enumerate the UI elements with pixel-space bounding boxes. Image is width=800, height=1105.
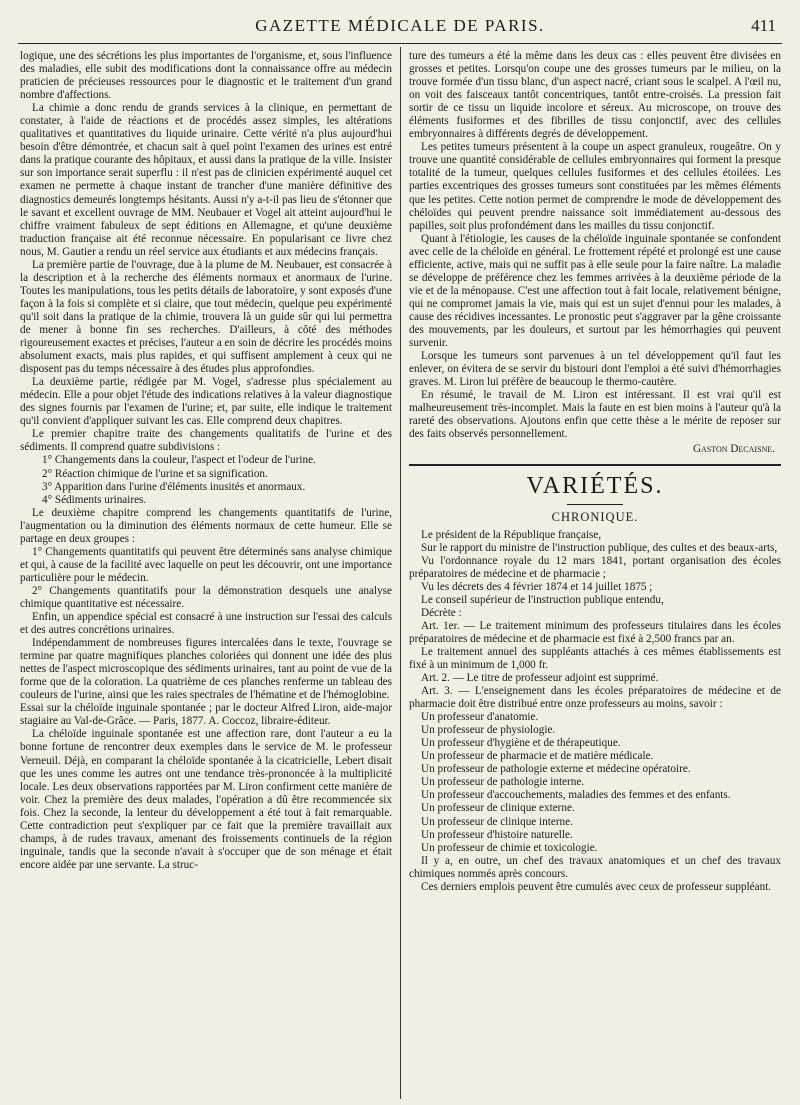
paragraph: ture des tumeurs a été la même dans les deux cas : elles peuvent être divisées en grosses et petites. Lorsqu'on coupe une des grosses tumeurs par le milieu, on la trouve formée d'un tissu blanc, d'un aspect nacré, criant sous le scalpel. A l'œil nu, on voit des faisceaux tantôt concentriques, tantôt entre-croisés. La pression fait sortir de ce tissu un liquide incolore et séreux. Au microscope, on trouve des éléments fusiformes et des fibrilles de tissu conjonctif, avec des cellules embryonnaires à différents degrés de développement.: [409, 50, 781, 141]
professor-item: Un professeur de physiologie.: [421, 724, 556, 737]
paragraph: Le premier chapitre traite des changements qualitatifs de l'urine et des sédiments. Il comprend quatre subdivisions :: [20, 428, 392, 454]
decree-line: Le conseil supérieur de l'instruction publique entendu,: [421, 593, 664, 606]
list-item: 1° Changements dans la couleur, l'aspect et l'odeur de l'urine.: [42, 454, 316, 467]
professor-item: Un professeur de clinique interne.: [421, 815, 573, 828]
title-rule: [567, 504, 623, 505]
author-signature: Gaston Decaisne.: [692, 443, 775, 456]
professor-item: Un professeur d'anatomie.: [421, 711, 539, 724]
decree-line: Vu l'ordonnance royale du 12 mars 1841, portant organisation des écoles préparatoires de médecine et de pharmacie ;: [409, 554, 781, 580]
section-divider: [409, 464, 781, 466]
right-column: [409, 50, 781, 1098]
paragraph: Le deuxième chapitre comprend les changements quantitatifs de l'urine, l'augmentation ou la diminution des éléments normaux de cette humeur. Elle se partage en deux groupes :: [20, 506, 392, 545]
list-item: 2° Changements quantitatifs pour la démonstration desquels une analyse chimique quantitative est nécessaire.: [20, 584, 392, 610]
list-item: 3° Apparition dans l'urine d'éléments inusités et anormaux.: [42, 480, 306, 493]
column-divider: [400, 47, 401, 1099]
subsection-title: CHRONIQUE.: [551, 510, 639, 525]
list-item: 4° Sédiments urinaires.: [42, 493, 147, 506]
decree-line: Sur le rapport du ministre de l'instruction publique, des cultes et des beaux-arts,: [421, 541, 778, 554]
decrete-heading: Décrète :: [421, 606, 462, 619]
professor-item: Un professeur de pathologie externe et médecine opératoire.: [421, 763, 691, 776]
decree-line: Vu les décrets des 4 février 1874 et 14 juillet 1875 ;: [421, 580, 653, 593]
paragraph: La chimie a donc rendu de grands services à la clinique, en permettant de constater, à l'aide de réactions et de procédés assez simples, les altérations qualitatives et quantitatives du liquide urinaire. Cette vérité n'a plus aujourd'hui besoin d'être démontrée, et chacun sait à quel point l'examen des urines est entré dans la pratique courante des hôpitaux, et aussi dans la pratique de la ville. Insister sur son importance serait superflu : il n'est pas de clinicien expérimenté auquel cet examen ne permette à chaque instant de trancher d'une manière définitive des diagnostics demeurés longtemps hésitants. Aussi n'y a-t-il pas lieu de s'étonner que le savant et excellent ouvrage de MM. Neubauer et Vogel ait atteint aujourd'hui le chiffre vraiment fabuleux de sept éditions en Allemagne, et qu'une deuxième traduction française ait été reconnue nécessaire. En popularisant ce livre chez nous, M. Gautier a rendu un réel service aux étudiants et aux médecins français.: [20, 102, 392, 258]
professor-item: Un professeur de pharmacie et de matière médicale.: [421, 750, 654, 763]
paragraph: Quant à l'étiologie, les causes de la chéloïde inguinale spontanée se confondent avec celle de la chéloïde en général. Le frottement répété et prolongé est une cause efficiente, active, mais qui ne suffit pas à elle seule pour la faire naître. La maladie se développe de préférence chez les femmes arrivées à la deuxième période de la vie et de la ménopause. C'est une affection tout à fait locale, relativement bénigne, qui ne compromet jamais la vie, mais qui est un sujet d'ennui pour les malades, à cause des récidives incessantes. Le pronostic peut s'aggraver par la gêne croissante des mouvements, par les douleurs, et surtout par les hémorrhagies qui peuvent survenir.: [409, 232, 781, 350]
paragraph: Ces derniers emplois peuvent être cumulés avec ceux de professeur suppléant.: [421, 880, 772, 893]
professor-item: Un professeur de pathologie interne.: [421, 776, 585, 789]
article: Art. 1er. — Le traitement minimum des professeurs titulaires dans les écoles préparatoires de médecine et de pharmacie est fixé à 2,500 francs par an.: [409, 619, 781, 645]
header-rule: [18, 43, 782, 44]
article: Art. 2. — Le titre de professeur adjoint est supprimé.: [421, 672, 659, 685]
paragraph: La première partie de l'ouvrage, due à la plume de M. Neubauer, est consacrée à la description et à la recherche des éléments normaux et anormaux de l'urine. Toutes les manipulations, tous les petits détails de laboratoire, y sont exposés d'une façon à la fois si complète et si claire, que tout médecin, quelque peu expérimenté qu'il soit dans la pratique de la chimie, trouvera là un guide sûr qui lui permettra de mener à bonne fin ses recherches. D'ailleurs, à côté des méthodes rigoureusement exactes et précises, l'auteur a en soin de décrire les procédés moins absolument exacts, mais plus rapides, et qui suffisent amplement à ceux qui ne disposent pas du temps nécessaire à des études plus approfondies.: [20, 258, 392, 376]
page-header: [18, 10, 782, 42]
article: Art. 3. — L'enseignement dans les écoles préparatoires de médecine et de pharmacie doit être distribué entre onze professeurs au moins, savoir :: [409, 685, 781, 711]
section-title: VARIÉTÉS.: [526, 473, 664, 500]
paragraph: Les petites tumeurs présentent à la coupe un aspect granuleux, rougeâtre. On y trouve une quantité considérable de cellules embryonnaires qui forment la presque totalité de la tumeur, quelques cellules fusiformes et des cellules étoilées. Les parties excentriques des grosses tumeurs sont constituées par les mêmes éléments que les petites. Cette notion permet de comprendre le mode de développement des chéloïdes qui peuvent prendre naissance soit immédiatement au-dessous des papilles, soit plus profondément dans les mailles du tissu conjonctif.: [409, 141, 781, 232]
paragraph: logique, une des sécrétions les plus importantes de l'organisme, et, sous l'influence des maladies, elle subit des modifications dont la connaissance offre au médecin praticien de précieuses ressources pour le diagnostic et le traitement d'un grand nombre d'affections.: [20, 50, 392, 102]
book-review-title: Essai sur la chéloïde inguinale spontanée ; par le docteur Alfred Liron, aide-major stagiaire au Val-de-Grâce. — Paris, 1877. A. Coccoz, libraire-éditeur.: [20, 702, 392, 728]
professor-item: Un professeur d'accouchements, maladies des femmes et des enfants.: [421, 789, 731, 802]
paragraph: La chéloïde inguinale spontanée est une affection rare, dont l'auteur a eu la bonne fortune de rencontrer deux exemples dans le service de M. le professeur Verneuil. Déjà, en comparant la chéloïde spontanée à la cicatricielle, Lebert disait que les unes comme les autres ont une tendance très-prononcée à la multiplicité locale. Les deux observations rapportées par M. Liron confirment cette manière de voir. Chez la première des deux malades, l'opération a dû être recommencée six fois. Chez la seconde, la lenteur du développement a été tout à fait remarquable. Cette contradiction peut s'expliquer par ce fait que la première travaillait aux champs, à de rudes travaux, amenant des froissements continuels de la région inguinale, tandis que la seconde n'avait à s'occuper que de son ménage et était encore aidée par une servante. La struc-: [20, 728, 392, 871]
article: Le traitement annuel des suppléants attachés à ces mêmes établissements est fixé à un minimum de 1,000 fr.: [409, 645, 781, 671]
left-column: [20, 50, 392, 1098]
list-item: 2° Réaction chimique de l'urine et sa signification.: [42, 467, 268, 480]
list-item: 1° Changements quantitatifs qui peuvent être déterminés sans analyse chimique et qui, à cause de la facilité avec laquelle on peut les découvrir, ont une importance particulière pour le médecin.: [20, 545, 392, 584]
professor-item: Un professeur de clinique externe.: [421, 802, 575, 815]
professor-item: Un professeur d'hygiène et de thérapeutique.: [421, 737, 621, 750]
paragraph: Il y a, en outre, un chef des travaux anatomiques et un chef des travaux chimiques nommés après concours.: [409, 854, 781, 880]
paragraph: En résumé, le travail de M. Liron est intéressant. Il est vrai qu'il est malheureusement très-incomplet. Mais la faute en est bien moins à l'auteur qu'à la rareté des observations. Ajoutons enfin que cette thèse a le mérite de reposer sur des faits observés personnellement.: [409, 389, 781, 441]
professor-item: Un professeur d'histoire naturelle.: [421, 828, 573, 841]
journal-title: GAZETTE MÉDICALE DE PARIS.: [255, 16, 545, 35]
paragraph: Enfin, un appendice spécial est consacré à une instruction sur l'essai des calculs et des autres concrétions urinaires.: [20, 611, 392, 637]
decree-line: Le président de la République française,: [421, 528, 602, 541]
page-number: 411: [751, 16, 776, 35]
paragraph: Indépendamment de nombreuses figures intercalées dans le texte, l'ouvrage se termine par quatre magnifiques planches coloriées qui donnent une idée des plus nettes de l'aspect microscopique des sédiments urinaires, tant au point de vue de la forme que de la coloration. La quatrième de ces planches renferme un tableau des couleurs de l'urine, ainsi que les raies spectrales de l'hématine et de l'hémoglobine.: [20, 637, 392, 702]
paragraph: Lorsque les tumeurs sont parvenues à un tel développement qu'il faut les enlever, on évitera de se servir du bistouri dont l'emploi a été suivi d'hémorrhagies graves. M. Liron lui préfère de beaucoup le thermo-cautère.: [409, 350, 781, 389]
paragraph: La deuxième partie, rédigée par M. Vogel, s'adresse plus spécialement au médecin. Elle a pour objet l'étude des indications relatives à la valeur diagnostique des signes fournis par l'examen de l'urine; et, par suite, elle indique le traitement qu'il convient d'appliquer suivant les cas. Elle comprend deux chapitres.: [20, 376, 392, 428]
professor-item: Un professeur de chimie et toxicologie.: [421, 841, 598, 854]
